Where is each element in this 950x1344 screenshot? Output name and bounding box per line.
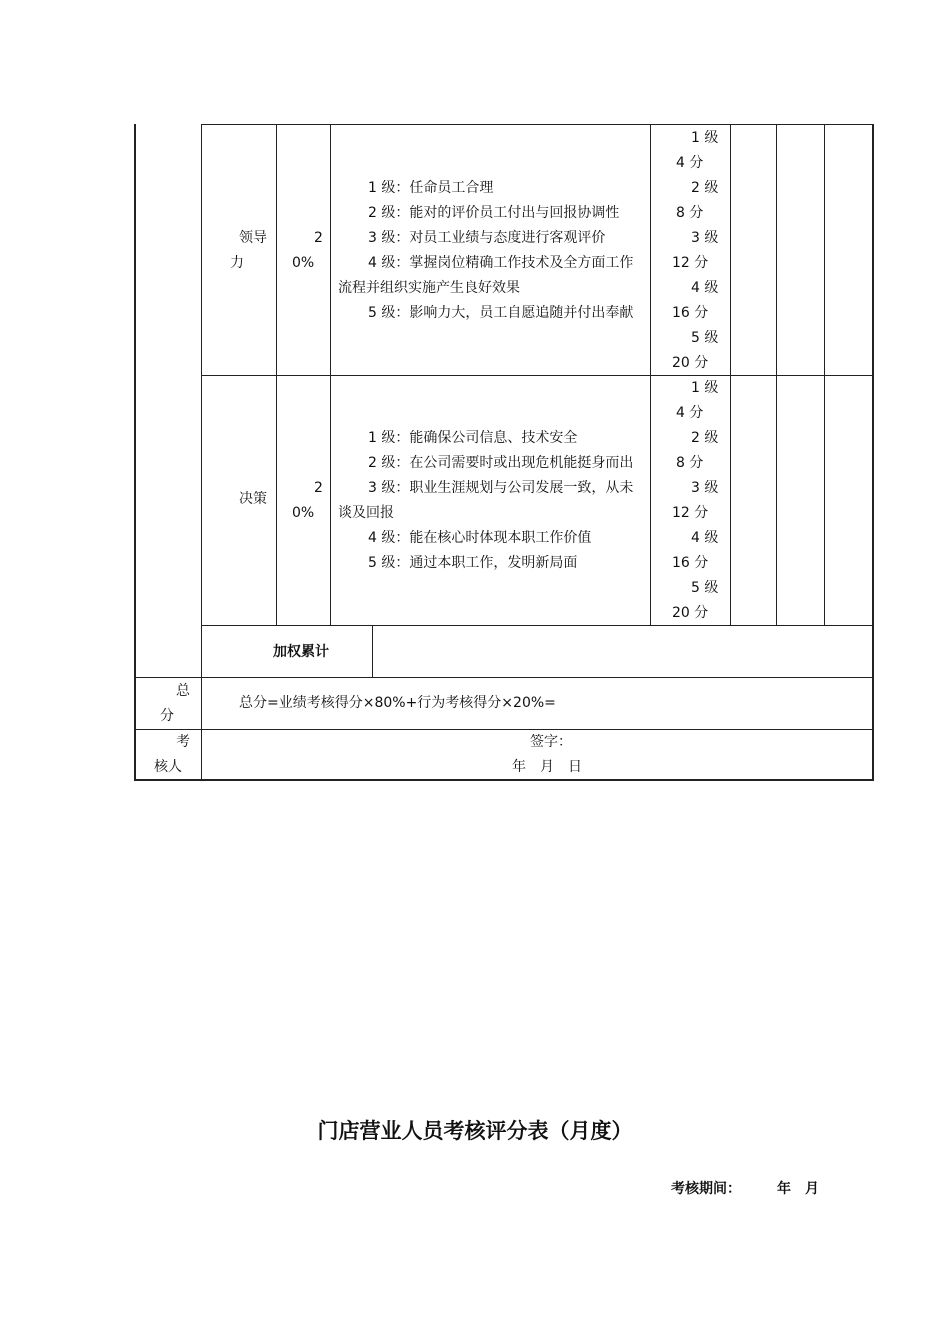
total-label: 总 分 xyxy=(160,683,190,724)
row-divider xyxy=(201,375,873,376)
reviewer-label: 考 核人 xyxy=(154,734,190,775)
period-value: 年 月 xyxy=(777,1181,819,1197)
col-divider xyxy=(372,626,373,678)
item-criteria-decision: 1 级：能确保公司信息、技术安全 2 级：在公司需要时或出现危机能挺身而出 3 级：职业生涯规划与公司发展一致，从未 谈及回报 4 级：能在核心时体现本职工作价值 5 级：通过本职工作，发明新局面 xyxy=(338,430,634,571)
table-border-left xyxy=(134,124,136,781)
item-name-decision: 决策 xyxy=(239,491,267,507)
row-divider xyxy=(201,625,873,626)
item-name-leadership: 领导 力 xyxy=(230,230,267,271)
col-divider xyxy=(201,124,202,781)
row-divider xyxy=(134,729,873,730)
total-formula: 总分=业绩考核得分×80%+行为考核得分×20%= xyxy=(239,695,556,711)
weighted-total-label: 加权累计 xyxy=(273,644,329,660)
table-border-bottom xyxy=(134,779,874,781)
table-border-right xyxy=(872,124,874,781)
next-form-title: 门店营业人员考核评分表（月度） xyxy=(317,1119,633,1143)
item-weight-leadership: 2 0% xyxy=(292,230,323,271)
row-divider xyxy=(201,124,873,125)
item-weight-decision: 2 0% xyxy=(292,480,323,521)
signature-label: 签字： xyxy=(530,734,572,750)
period-label: 考核期间： xyxy=(671,1181,741,1197)
item-criteria-leadership: 1 级：任命员工合理 2 级：能对的评价员工付出与回报协调性 3 级：对员工业绩与态度进行客观评价 4 级：掌握岗位精确工作技术及全方面工作 流程并组织实施产生良好效果 5 级：影响力大，员工自愿追随并付出奉献 xyxy=(338,180,634,321)
item-scores-leadership: 1 级 4 分 2 级 8 分 3 级 12 分 4 级 16 分 5 级 20 分 xyxy=(672,130,719,371)
row-divider xyxy=(134,677,873,678)
item-scores-decision: 1 级 4 分 2 级 8 分 3 级 12 分 4 级 16 分 5 级 20 分 xyxy=(672,380,719,621)
signature-date: 年 月 日 xyxy=(512,759,582,775)
